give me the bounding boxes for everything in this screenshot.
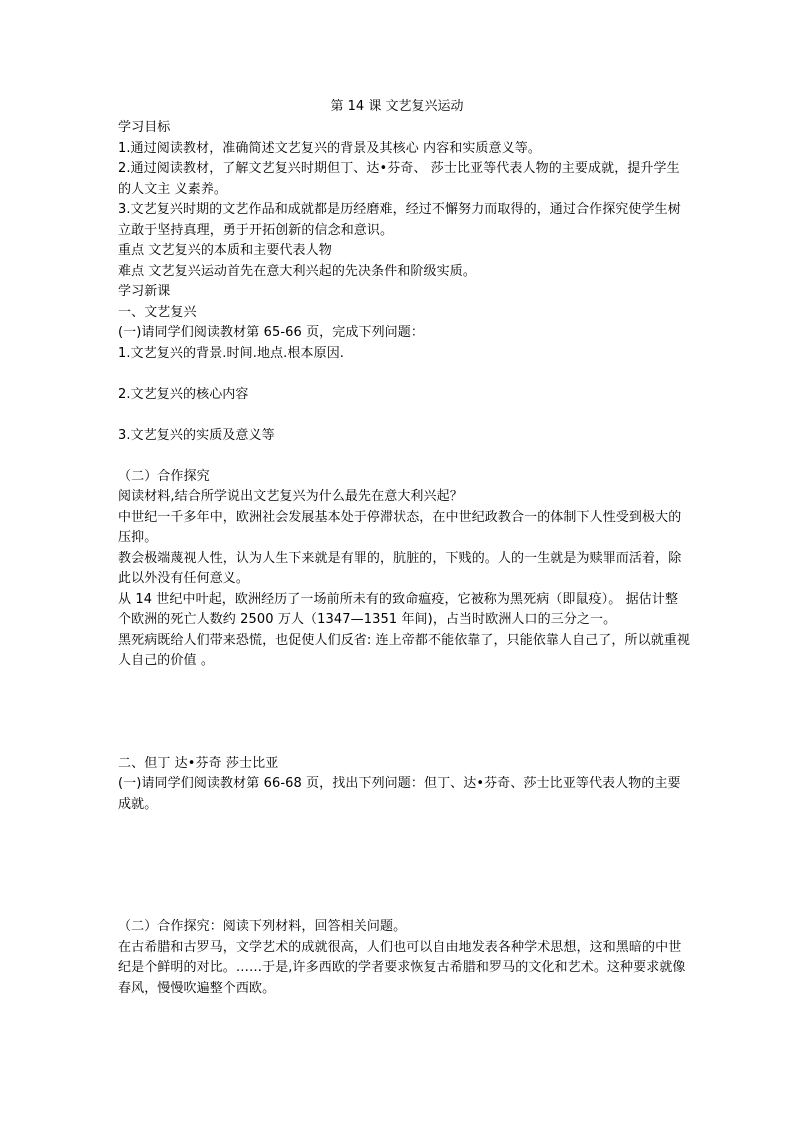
objective-3: 3.文艺复兴时期的文艺作品和成就都是历经磨难，经过不懈努力而取得的，通过合作探究使学生树 立敢于坚持真理，勇于开拓创新的信念和意识。 (118, 202, 681, 238)
learning-objectives-heading: 学习目标 (118, 120, 171, 135)
answer-space (118, 815, 690, 917)
difficult-point: 难点 文艺复兴运动首先在意大利兴起的先决条件和阶级实质。 (118, 263, 476, 279)
key-point: 重点 文艺复兴的本质和主要代表人物 (118, 243, 332, 258)
material-paragraph-1: 中世纪一千多年中，欧洲社会发展基本处于停滞状态，在中世纪政教合一的体制下人性受到极大的压抑。 (118, 509, 682, 545)
objective-1: 1.通过阅读教材，准确简述文艺复兴的背景及其核心 内容和实质意义等。 (118, 140, 541, 156)
objective-2: 2.通过阅读教材，了解文艺复兴时期但丁、达•芬奇、 莎士比亚等代表人物的主要成就，提升学生的人文主 义素养。 (118, 161, 680, 197)
answer-space (118, 672, 690, 754)
question-3: 3.文艺复兴的实质及意义等 (118, 427, 275, 443)
answer-space (118, 364, 690, 385)
material-paragraph-2: 教会极端蔑视人性，认为人生下来就是有罪的，肮脏的，下贱的。人的一生就是为赎罪而活着，除此以外没有任何意义。 (118, 550, 682, 586)
document-body (118, 118, 690, 999)
cooperative-inquiry-heading: （二）合作探究 (118, 468, 210, 484)
section-2-heading: 二、但丁 达•芬奇 莎士比亚 (118, 755, 279, 771)
section-2-task: (一)请同学们阅读教材第 66-68 页，找出下列问题：但丁、达•芬奇、莎士比亚等代表人物的主要成就。 (118, 776, 681, 812)
material-paragraph-4: 黑死病既给人们带来恐慌，也促使人们反省: 连上帝都不能依靠了，只能依靠人自己了，所以就重视人自己的价值 。 (118, 632, 691, 668)
question-2: 2.文艺复兴的核心内容 (118, 386, 249, 402)
answer-space (118, 446, 690, 467)
section-1-task: (一)请同学们阅读教材第 65-66 页，完成下列问题： (118, 325, 424, 340)
answer-space (118, 405, 690, 426)
section-1-heading: 一、文艺复兴 (118, 304, 197, 320)
question-1: 1.文艺复兴的背景.时间.地点.根本原因. (118, 345, 345, 361)
lesson-title: 第 14 课 文艺复兴运动 (330, 99, 464, 114)
new-lesson-heading: 学习新课 (118, 284, 171, 299)
section-2-material: 在古希腊和古罗马，文学艺术的成就很高，人们也可以自由地发表各种学术思想，这和黑暗的中世纪是个鲜明的对比。……于是,许多西欧的学者要求恢复古希腊和罗马的文化和艺术。这种要求就像春风，慢慢吹遍整个西欧。 (118, 939, 686, 996)
inquiry-question: 阅读材料,结合所学说出文艺复兴为什么最先在意大利兴起？ (118, 489, 463, 504)
section-2-inquiry-heading: （二）合作探究：阅读下列材料，回答相关问题。 (118, 919, 407, 934)
material-paragraph-3: 从 14 世纪中叶起，欧洲经历了一场前所未有的致命瘟疫，它被称为黑死病（即鼠疫）。 据估计整个欧洲的死亡人数约 2500 万人（1347—1351 年间)，占当时欧洲人口的三分之一。 (118, 591, 679, 627)
